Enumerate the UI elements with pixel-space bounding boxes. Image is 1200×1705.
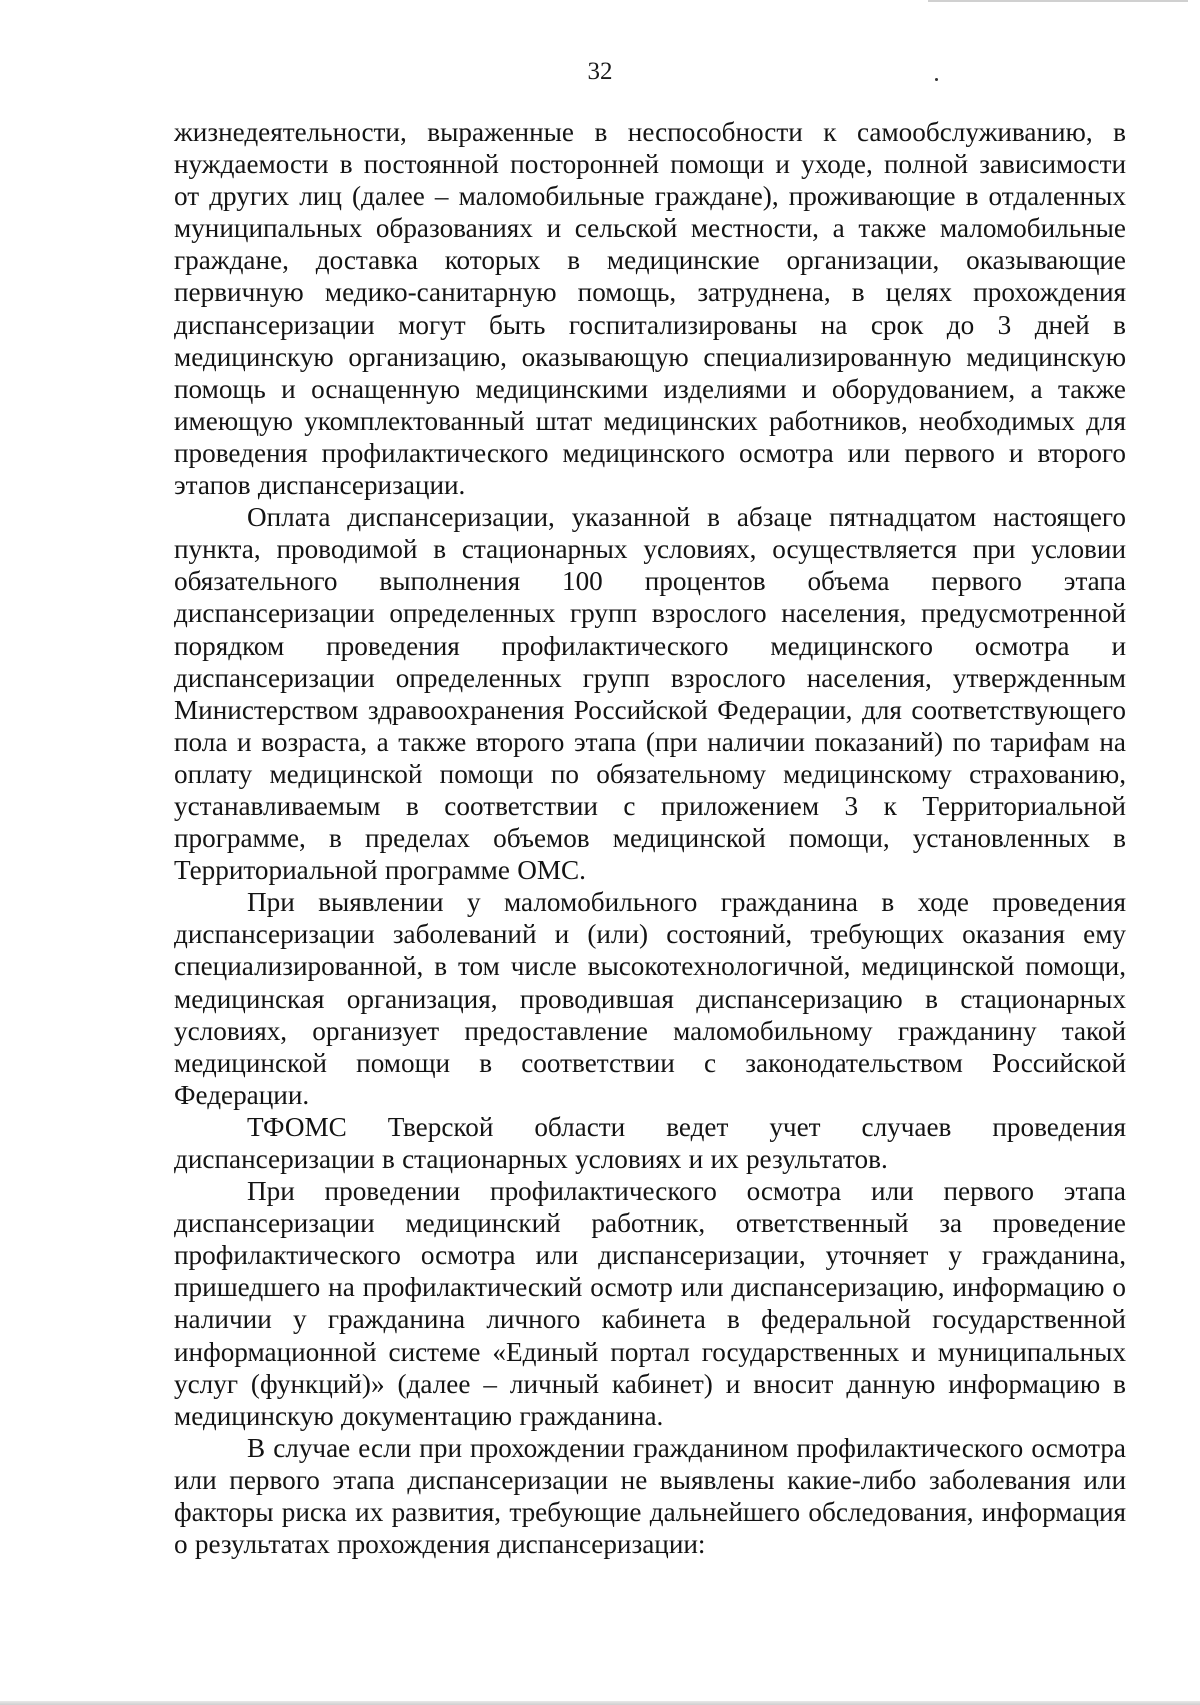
document-body	[174, 116, 1126, 1560]
paragraph-5: При проведении профилактического осмотра или первого этапа диспансеризации медицинский работник, ответственный за проведение профилактического осмотра или диспансеризации, уточняет у гражданина, пришедшего на профилактический осмотр или диспансеризацию, информацию о наличии у гражданина личного кабинета в федеральной государственной информационной системе «Единый портал государственных и муниципальных услуг (функций)» (далее – личный кабинет) и вносит данную информацию в медицинскую документацию гражданина.	[174, 1176, 1126, 1431]
paragraph-2: Оплата диспансеризации, указанной в абзаце пятнадцатом настоящего пункта, проводимой в стационарных условиях, осуществляется при условии обязательного выполнения 100 процентов объема первого этапа диспансеризации определенных групп взрослого населения, предусмотренной порядком проведения профилактического медицинского осмотра и диспансеризации определенных групп взрослого населения, утвержденным Министерством здравоохранения Российской Федерации, для соответствующего пола и возраста, а также второго этапа (при наличии показаний) по тарифам на оплату медицинской помощи по обязательному медицинскому страхованию, устанавливаемым в соответствии с приложением 3 к Территориальной программе, в пределах объемов медицинской помощи, установленных в Территориальной программе ОМС.	[174, 502, 1126, 886]
paragraph-4: ТФОМС Тверской области ведет учет случаев проведения диспансеризации в стационарных условиях и их результатов.	[174, 1111, 1126, 1174]
paragraph-6: В случае если при прохождении гражданином профилактического осмотра или первого этапа диспансеризации не выявлены какие-либо заболевания или факторы риска их развития, требующие дальнейшего обследования, информация о результатах прохождения диспансеризации:	[174, 1432, 1126, 1560]
paragraph-3: При выявлении у маломобильного гражданина в ходе проведения диспансеризации заболеваний и (или) состояний, требующих оказания ему специализированной, в том числе высокотехнологичной, медицинской помощи, медицинская организация, проводившая диспансеризацию в стационарных условиях, организует предоставление маломобильному гражданину такой медицинской помощи в соответствии с законодательством Российской Федерации.	[174, 887, 1126, 1110]
scan-speck	[935, 78, 938, 81]
scan-artifact-bottom	[0, 1701, 1200, 1705]
paragraph-1: жизнедеятельности, выраженные в неспособности к самообслуживанию, в нуждаемости в постоянной посторонней помощи и уходе, полной зависимости от других лиц (далее – маломобильные граждане), проживающие в отдаленных муниципальных образованиях и сельской местности, а также маломобильные граждане, доставка которых в медицинские организации, оказывающие первичную медико-санитарную помощь, затруднена, в целях прохождения диспансеризации могут быть госпитализированы на срок до 3 дней в медицинскую организацию, оказывающую специализированную медицинскую помощь и оснащенную медицинскими изделиями и оборудованием, а также имеющую укомплектованный штат медицинских работников, необходимых для проведения профилактического медицинского осмотра или первого и второго этапов диспансеризации.	[174, 117, 1126, 501]
scan-artifact-top	[928, 0, 1188, 2]
page-number: 32	[587, 58, 613, 85]
